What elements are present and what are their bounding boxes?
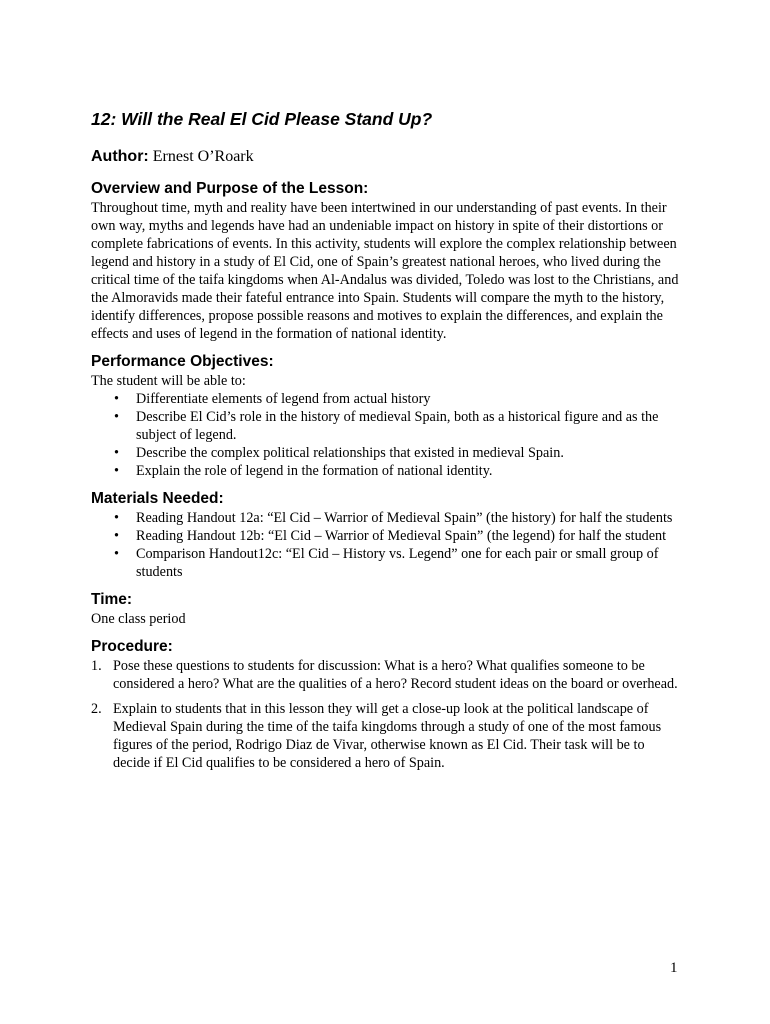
list-item — [91, 657, 681, 693]
objective-text: Describe the complex political relationships that existed in medieval Spain. — [136, 445, 564, 461]
objective-text: Differentiate elements of legend from actual history — [136, 391, 431, 407]
list-item — [91, 527, 681, 545]
objective-text: Describe El Cid’s role in the history of medieval Spain, both as a historical figure and as the subject of legend. — [136, 409, 659, 443]
bullet-icon: • — [114, 409, 119, 425]
list-item — [91, 700, 681, 772]
bullet-icon: • — [114, 528, 119, 544]
materials-list — [91, 509, 681, 581]
step-number: 1. — [91, 658, 102, 674]
objectives-list — [91, 390, 681, 480]
step-text: Pose these questions to students for discussion: What is a hero? What qualifies someone to be considered a hero? What are the qualities of a hero? Record student ideas on the board or overhead. — [113, 658, 678, 692]
list-item — [91, 509, 681, 527]
objective-text: Explain the role of legend in the formation of national identity. — [136, 463, 493, 479]
material-text: Comparison Handout12c: “El Cid – History vs. Legend” one for each pair or small group of students — [136, 546, 659, 580]
bullet-icon: • — [114, 391, 119, 407]
procedure-list — [91, 657, 681, 772]
materials-section — [91, 489, 681, 581]
step-text: Explain to students that in this lesson they will get a close-up look at the political landscape of Medieval Spain during the time of the taifa kingdoms through a study of one of the most famous figures of the period, Rodrigo Diaz de Vivar, otherwise known as El Cid. Their task will be to decide if El Cid qualifies to be considered a hero of Spain. — [113, 701, 662, 771]
bullet-icon: • — [114, 445, 119, 461]
author-label: Author: — [91, 148, 149, 165]
overview-text: Throughout time, myth and reality have been intertwined in our understanding of past events. In their own way, myths and legends have had an undeniable impact on history in spite of their distortions or complete fabrications of events. In this activity, students will explore the complex relationship between legend and history in a study of El Cid, one of Spain’s greatest national heroes, who lived during the critical time of the taifa kingdoms when Al-Andalus was divided, Toledo was lost to the Christians, and the Almoravids made their fateful entrance into Spain. Students will compare the myth to the history, identify differences, propose possible reasons and motives to explain the differences, and explain the effects and uses of legend in the formation of national identity. — [91, 200, 679, 342]
materials-heading: Materials Needed: — [91, 490, 224, 507]
step-number: 2. — [91, 701, 102, 717]
material-text: Reading Handout 12a: “El Cid – Warrior of Medieval Spain” (the history) for half the students — [136, 510, 673, 526]
list-item — [91, 444, 681, 462]
procedure-heading: Procedure: — [91, 638, 173, 655]
bullet-icon: • — [114, 546, 119, 562]
list-item — [91, 462, 681, 480]
objectives-section — [91, 352, 681, 480]
lesson-title: 12: Will the Real El Cid Please Stand Up? — [91, 109, 433, 129]
list-item — [91, 408, 681, 444]
document-page — [91, 108, 681, 781]
material-text: Reading Handout 12b: “El Cid – Warrior of Medieval Spain” (the legend) for half the student — [136, 528, 667, 544]
author-name: Ernest O’Roark — [152, 148, 254, 165]
objectives-intro: The student will be able to: — [91, 373, 246, 389]
overview-heading: Overview and Purpose of the Lesson: — [91, 180, 369, 197]
list-item — [91, 390, 681, 408]
procedure-section — [91, 637, 681, 772]
time-section — [91, 590, 681, 628]
bullet-icon: • — [114, 510, 119, 526]
time-heading: Time: — [91, 591, 133, 608]
author-line — [91, 146, 681, 168]
overview-section — [91, 179, 681, 343]
time-text: One class period — [91, 611, 186, 627]
bullet-icon: • — [114, 463, 119, 479]
list-item — [91, 545, 681, 581]
objectives-heading: Performance Objectives: — [91, 353, 274, 370]
page-number: 1 — [670, 960, 678, 976]
